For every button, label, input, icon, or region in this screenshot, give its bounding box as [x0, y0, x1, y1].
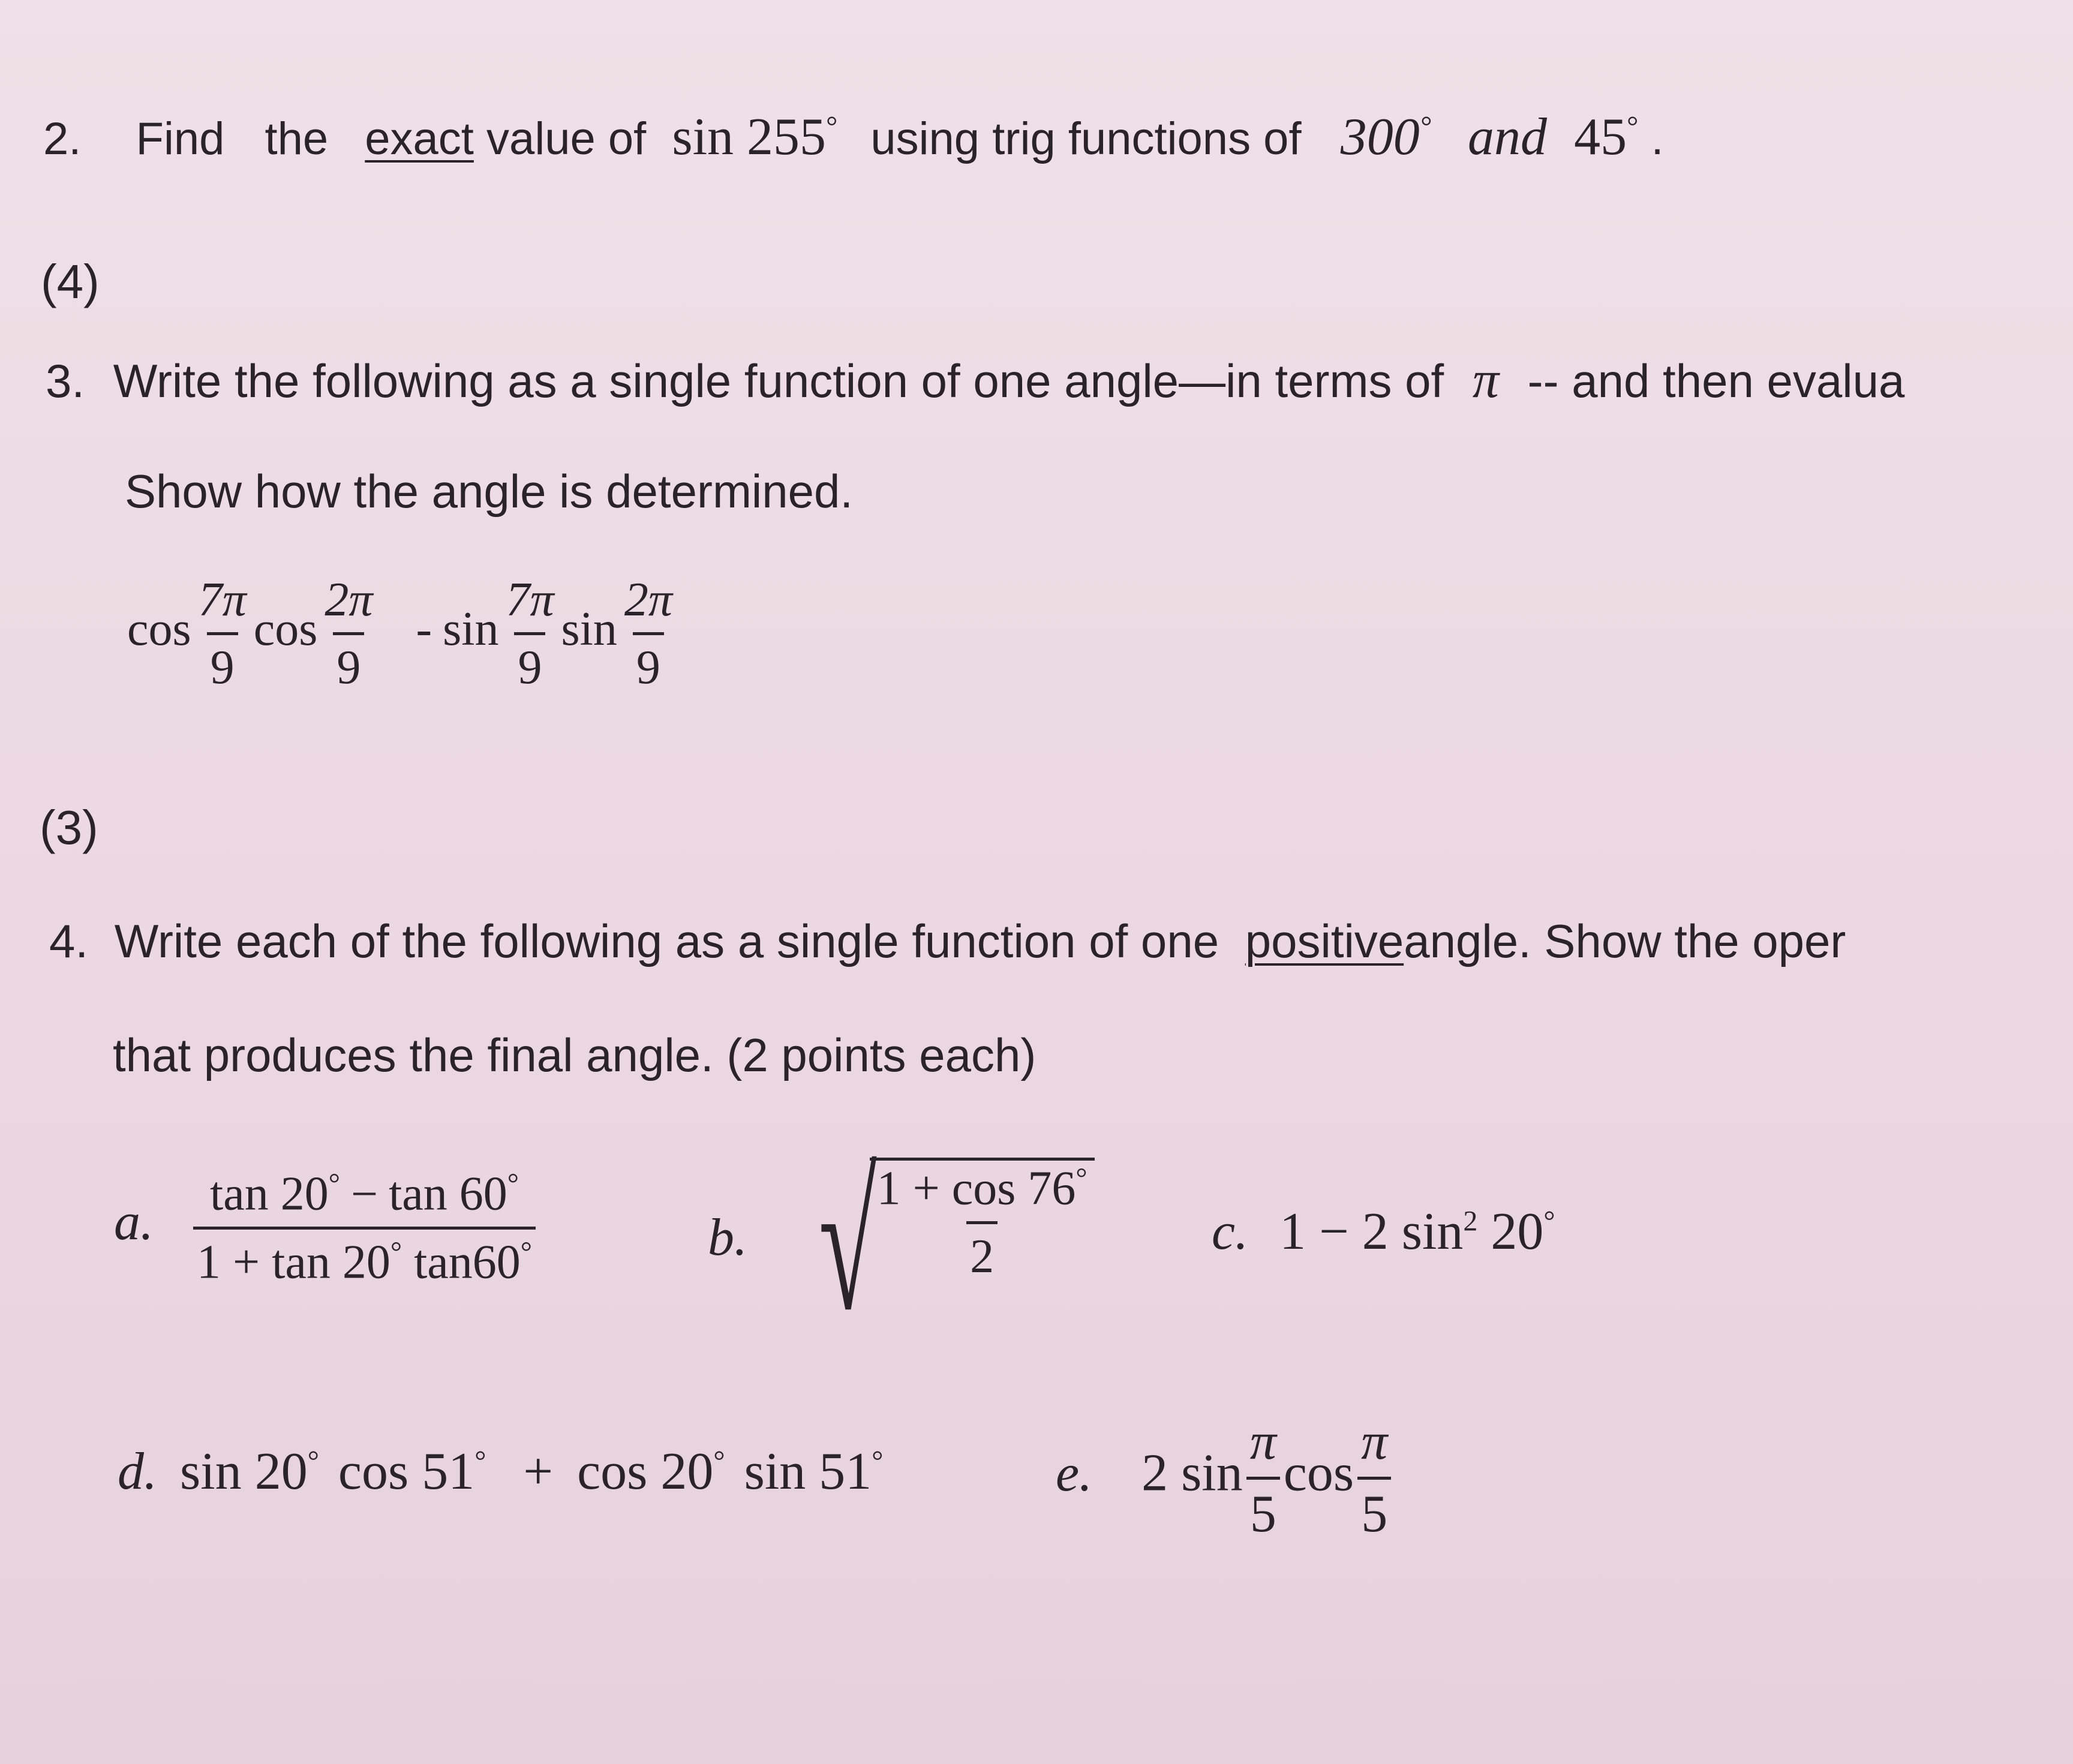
question-3-points: (3) — [40, 801, 98, 854]
question-2-value-of: value of — [486, 113, 647, 164]
question-4-text-start: Write each of the following as a single function of one — [114, 915, 1219, 967]
part-a-fraction: $\frac{\tan 20^\circ - \tan 60^\circ}{1 + \tan 20^\circ \tan 60^\circ}$ — [193, 1170, 536, 1286]
part-e-fraction-1: $\frac{\pi}{5}$ — [1246, 1416, 1280, 1541]
question-2-using-text: using trig functions of — [870, 113, 1302, 164]
part-e-fraction-2: $\frac{\pi}{5}$ — [1357, 1416, 1391, 1541]
part-a — [114, 1167, 539, 1289]
part-c-expression: 1 − 2 sin — [1279, 1203, 1464, 1261]
question-3-number: 3. — [46, 354, 85, 407]
question-2-sin-expression: sin 255° — [672, 108, 838, 166]
sin-2: sin — [561, 602, 617, 656]
part-e-label: e. — [1056, 1444, 1093, 1502]
question-3-text: Write the following as a single function of one angle—in terms of — [113, 354, 1444, 407]
part-e: e. 2 sin $\frac{\pi}{5}$ cos $\frac{\pi}{5}$ — [1056, 1416, 1395, 1541]
part-b-fraction: $\frac{1 + \cos 76^\circ}{2}$ — [876, 1162, 1087, 1283]
fraction-7pi-over-9-a: $\frac{7\pi}{9}$ — [198, 573, 247, 694]
question-4-number: 4. — [49, 915, 89, 967]
part-d-label: d. — [118, 1443, 157, 1501]
cos-2: cos — [253, 602, 318, 656]
fraction-2pi-over-9-a: $\frac{2\pi}{9}$ — [325, 573, 373, 694]
question-2-period: . — [1651, 113, 1664, 164]
cos-1: cos — [127, 602, 191, 656]
minus-sign: - — [416, 602, 432, 656]
question-4-line-2: that produces the final angle. (2 points each) — [113, 1029, 1036, 1081]
fraction-7pi-over-9-b: $\frac{7\pi}{9}$ — [506, 573, 554, 694]
part-c-label: c. — [1212, 1203, 1249, 1261]
question-2-points: (4) — [41, 255, 100, 308]
question-2-and: and — [1468, 108, 1548, 166]
question-3-text-end: -- and then evalua — [1527, 354, 1905, 407]
question-2 — [43, 108, 1664, 166]
sin-1: sin — [443, 602, 499, 656]
part-b — [708, 1138, 1095, 1350]
question-2-number: 2. — [43, 113, 82, 164]
question-2-angle-45: 45° — [1574, 108, 1639, 166]
question-4-line-1 — [49, 915, 1846, 967]
question-3-line-1 — [46, 351, 1905, 409]
question-4-word-positive: positive — [1245, 915, 1404, 967]
part-b-square-root — [771, 1138, 1095, 1350]
fraction-2pi-over-9-b: $\frac{2\pi}{9}$ — [624, 573, 672, 694]
question-2-word-exact: exact — [365, 113, 474, 164]
question-2-word-the: the — [265, 113, 329, 164]
square-root-icon: √ — [819, 1138, 877, 1350]
part-b-label: b. — [708, 1209, 747, 1267]
part-d: d. sin 20° cos 51° + cos 20° sin 51° — [118, 1443, 884, 1501]
question-4-text-end: angle. Show the oper — [1404, 915, 1846, 967]
question-2-angle-300: 300° — [1340, 108, 1431, 166]
question-3-line-2: Show how the angle is determined. — [125, 465, 854, 518]
question-2-word-find: Find — [136, 113, 225, 164]
part-a-label: a. — [114, 1192, 154, 1251]
question-3-expression — [127, 573, 680, 694]
part-c: c. 1 − 2 $\sin^2 20^\circ$ — [1212, 1203, 1555, 1261]
question-3-pi: π — [1472, 351, 1499, 409]
